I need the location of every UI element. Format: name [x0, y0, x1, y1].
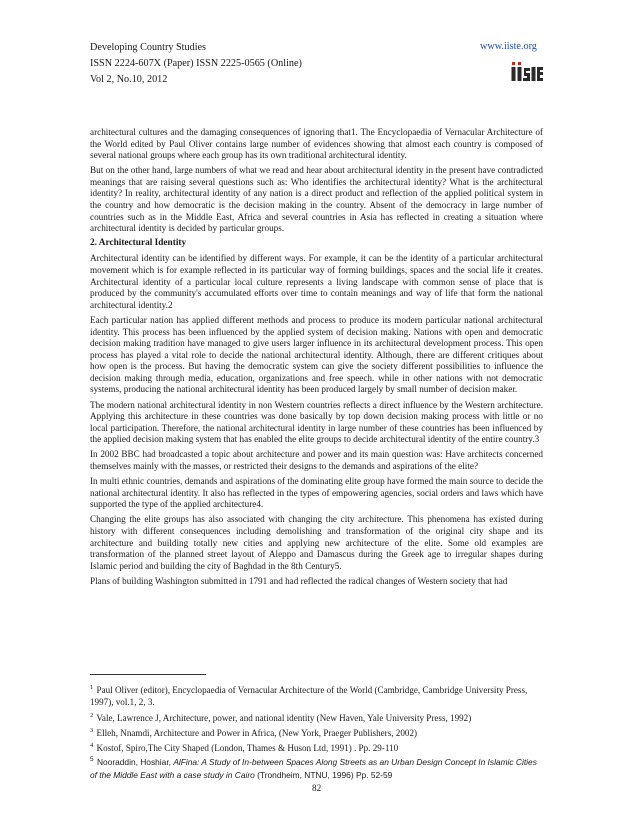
footnote-text: Elleh, Nnamdi, Architecture and Power in Africa, (New York, Praeger Publishers, 2002) — [96, 728, 418, 738]
footnote-number: 4 — [90, 741, 94, 749]
paragraph-3: Architectural identity can be identified by different ways. For example, it can be the identity of a particular architectural movement which is for example reflected in its particular way of forming buildings, spaces and the social life it creates. Architectural identity of a particular local culture represents a living landscape with common sense of place that is produced by the community's accumulated efforts over time to contain meanings and way of life that form the national architectural identity.2 — [90, 253, 543, 310]
journal-url-link[interactable]: www.iiste.org — [480, 41, 537, 52]
paragraph-6: In 2002 BBC had broadcasted a topic about architecture and power and its main question was: Have architects concerned themselves mainly with the masses, or restricted their designs to the demands and aspirations of the elite? — [90, 449, 543, 472]
paragraph-2: But on the other hand, large numbers of what we read and hear about architectural identity in the present have contradicted meanings that are raising several questions such as: Who identifies the architectural identity? What is the architectural identity? In reality, architectural identity of any nation is a direct product and reflection of the applied political system in the country and how democratic is the decision making in the country. Absent of the democracy in large number of countries such as in the Middle East, Africa and several countries in Asia has reflected in creating a situation where architectural identity is decided by particular groups. — [90, 165, 543, 234]
iiste-logo — [511, 62, 543, 82]
footnote-number: 5 — [90, 756, 94, 764]
paragraph-1: architectural cultures and the damaging consequences of ignoring that1. The Encyclopaedia of Vernacular Architecture of the World edited by Paul Oliver contains large number of evidences showing that almost each country is composed of several national groups where each group has its own traditional architectural identity. — [90, 127, 543, 161]
footnote-5 — [90, 756, 543, 781]
footnote-number: 3 — [90, 726, 94, 734]
footnote-text: Vale, Lawrence J, Architecture, power, and national identity (New Haven, Yale University Press, 1992) — [96, 713, 472, 723]
footnote-text: Paul Oliver (editor), Encyclopaedia of Vernacular Architecture of the World (Cambridge, Cambridge University Press, 1997), vol.1, 2, 3. — [90, 685, 528, 707]
footnote-3 — [90, 727, 543, 739]
volume-line: Vol 2, No.10, 2012 — [90, 74, 168, 85]
page-number: 82 — [312, 783, 322, 793]
journal-title: Developing Country Studies — [90, 42, 207, 53]
footnote-text: Nooraddin, Hoshiar, — [96, 757, 174, 767]
footnote-divider — [90, 674, 206, 675]
article-body — [90, 127, 543, 591]
paragraph-5: The modern national architectural identity in non Western countries reflects a direct influence by the Western architecture. Applying this architecture in these countries was done basically by top down decision making process with little or no local participation. Therefore, the national architectural identity in large number of these countries has been influenced by the applied decision making system that has enabled the elite groups to decide architectural identity of the entire country.3 — [90, 399, 543, 445]
footnote-tail: (Trondheim, NTNU, 1996) Pp. 52-59 — [254, 769, 393, 780]
footnote-4 — [90, 742, 543, 754]
footnote-text: Kostof, Spiro,The City Shaped (London, Thames & Huson Ltd, 1991) . Pp. 29-110 — [96, 743, 399, 753]
footnote-number: 2 — [90, 711, 94, 719]
footnote-number: 1 — [90, 683, 94, 691]
footnote-italic-title: AlFina: A Study of In-between Spaces Along Streets as an Urban Design Concept In Islamic Cities of the Middle East with a case study in Cairo — [90, 757, 537, 780]
paragraph-7: In multi ethnic countries, demands and aspirations of the dominating elite group have formed the main source to decide the national architectural identity. It also has reflected in the types of empowering agencies, social orders and laws which have supported the type of the applied architecture4. — [90, 476, 543, 510]
issn-line: ISSN 2224-607X (Paper) ISSN 2225-0565 (Online) — [90, 58, 302, 69]
footnote-1 — [90, 684, 543, 708]
footnote-2 — [90, 712, 543, 724]
paragraph-8: Changing the elite groups has also associated with changing the city architecture. This phenomena has existed during history with different consequences including demolishing and transformation of the original city shape and its architecture and building totally new cities and applying new architecture of the elite. Some old examples are transformation of the planned street layout of Aleppo and Damascus during the Greek age to irregular shapes during Islamic period and building the city of Baghdad in the 8th Century5. — [90, 514, 543, 571]
paragraph-4: Each particular nation has applied different methods and process to produce its modern particular national architectural identity. This process has been influenced by the applied system of decision making. Nations with open and democratic decision making tradition have managed to give users larger influence in its architectural development process. This open process has played a vital role to decide the national architectural identity. Although, there are different critiques about how open is the process. But having the democratic system can give the society different possibilities to influence the decision making through media, education, organizations and free speech. while in other nations with not democratic systems, producing the national architectural identity has been produced largely by small number of decision maker. — [90, 314, 543, 395]
section-heading: 2. Architectural Identity — [90, 238, 187, 249]
paragraph-9: Plans of building Washington submitted in 1791 and had reflected the radical changes of Western society that had — [90, 575, 508, 586]
